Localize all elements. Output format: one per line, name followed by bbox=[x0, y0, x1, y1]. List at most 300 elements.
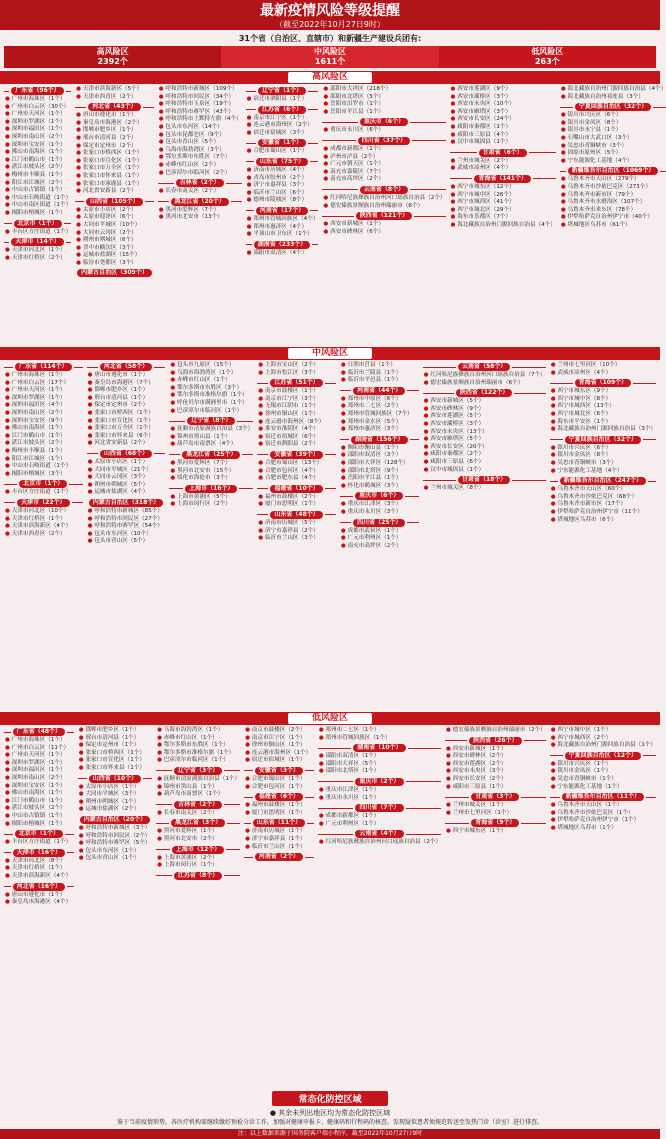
risk-area-item: ● 西安市灞桥区（3个） bbox=[451, 94, 556, 102]
risk-area-item: ● 邵阳市大祥区（128个） bbox=[341, 460, 419, 468]
risk-area-item: ● 武威市凉州区（4个） bbox=[551, 370, 656, 378]
province-block bbox=[246, 106, 319, 138]
province-name: 陕西省（26个） bbox=[469, 737, 521, 745]
province-header bbox=[87, 499, 166, 507]
province-header bbox=[257, 379, 336, 387]
risk-area-item: ● 天津市河北区（10个） bbox=[5, 508, 83, 516]
province-header bbox=[158, 179, 242, 187]
region-column bbox=[4, 86, 71, 344]
low-risk-title: 低风险区 bbox=[288, 713, 372, 724]
province-block bbox=[550, 379, 656, 434]
province-block bbox=[560, 103, 666, 165]
risk-area-item: ● 海北藏族自治州祁连县（3个） bbox=[561, 94, 666, 102]
risk-area-item: ● 海北藏族自治州门源回族自治县（4个） bbox=[451, 222, 556, 230]
province-block bbox=[257, 485, 336, 509]
province-name: 河北省（43个） bbox=[88, 103, 140, 111]
risk-area-item: ● 淮安市淮阴区（4个） bbox=[258, 426, 336, 434]
risk-area-item: ● 赤峰市红山区（1个） bbox=[157, 735, 240, 743]
province-name: 甘肃省（3个） bbox=[471, 793, 519, 801]
risk-area-item: ● 西宁市城西区（13个） bbox=[551, 403, 656, 411]
province-name: 安徽省（1个） bbox=[258, 139, 306, 147]
risk-area-item: ● 乌鲁木齐市新市区（79个） bbox=[561, 192, 666, 200]
risk-area-item: ● 巴彦淖尔市临河区（2个） bbox=[159, 170, 242, 178]
risk-area-item: ● 怀化市鹤城区（3个） bbox=[341, 483, 419, 491]
risk-area-item: ● 合肥市蜀山区（13个） bbox=[258, 460, 336, 468]
province-name: 河北省（16个） bbox=[13, 883, 65, 891]
province-header bbox=[87, 363, 166, 371]
risk-area-item: ● 西宁市城北区（6个） bbox=[551, 411, 656, 419]
province-header bbox=[244, 853, 314, 861]
province-name: 天津市（16个） bbox=[13, 849, 65, 857]
risk-area-item: ● 汉中市城固县（1个） bbox=[451, 139, 556, 147]
risk-area-item: ● 张家口市怀来县（1个） bbox=[76, 173, 154, 181]
risk-area-item: ● 中山市石岐街道（1个） bbox=[5, 195, 71, 203]
risk-area-item: ● 张家口市桥西区（1个） bbox=[88, 410, 166, 418]
risk-area-item: ● 保定市定州市（1个） bbox=[79, 742, 152, 750]
province-name: 吉林省（2个） bbox=[174, 801, 222, 809]
province-block bbox=[322, 212, 445, 236]
province-name: 青海省（141个） bbox=[474, 175, 531, 183]
province-header bbox=[450, 149, 556, 157]
risk-area-item: ● 张家口市万全区（1个） bbox=[88, 425, 166, 433]
province-block bbox=[4, 363, 83, 478]
risk-area-item: ● 德州市陵城区（8个） bbox=[247, 197, 319, 205]
high-risk-section bbox=[0, 86, 666, 344]
risk-area-item: ● 天津市红桥区（1个） bbox=[5, 865, 74, 873]
risk-area-item: ● 天津市滨海新区（5个） bbox=[76, 86, 154, 94]
risk-area-item: ● 南京市鼓楼区（1个） bbox=[258, 388, 336, 396]
risk-area-item: ● 邵阳市双清区（4个） bbox=[247, 250, 319, 258]
risk-area-item: ● 佛山市南海区（1个） bbox=[5, 790, 74, 798]
stat-mid-label: 中风险区 bbox=[313, 47, 346, 56]
province-name: 河南省（44个） bbox=[353, 387, 405, 395]
risk-area-item: ● 深圳市南山区（2个） bbox=[5, 134, 71, 142]
risk-area-item: ● 徐州市铜山区（1个） bbox=[245, 742, 314, 750]
province-block bbox=[322, 186, 445, 210]
risk-area-item: ● 鄂尔多斯市准格尔旗（1个） bbox=[170, 392, 253, 400]
province-name: 辽宁省（8个） bbox=[187, 417, 235, 425]
risk-area-item: ● 岳阳市平江县（1个） bbox=[341, 475, 419, 483]
risk-area-item: ● 邯郸市肥乡区（1个） bbox=[76, 127, 154, 135]
region-column bbox=[322, 86, 445, 344]
risk-area-item: ● 太原市小店区（2个） bbox=[76, 207, 154, 215]
province-name: 宁夏回族自治区（32个） bbox=[575, 103, 651, 111]
province-block bbox=[450, 149, 556, 173]
risk-area-item: ● 合肥市包河区（1个） bbox=[245, 784, 314, 792]
province-header bbox=[340, 519, 419, 527]
province-name: 重庆市（2个） bbox=[355, 778, 403, 786]
province-block bbox=[4, 883, 74, 907]
province-header bbox=[423, 476, 546, 484]
risk-area-item: ● 深圳市罗湖区（1个） bbox=[5, 395, 83, 403]
risk-area-item: ● 鄂尔多斯市东胜区（1个） bbox=[157, 742, 240, 750]
risk-area-item: ● 乌鲁木齐市天山区（60个） bbox=[551, 486, 656, 494]
province-name: 湖南省（10个） bbox=[353, 744, 405, 752]
province-block bbox=[322, 137, 445, 184]
risk-area-item: ● 包头市东河区（14个） bbox=[159, 124, 242, 132]
risk-area-item: ● 邯郸市肥乡区（1个） bbox=[88, 387, 166, 395]
risk-area-item: ● 郑州市中原区（6个） bbox=[341, 396, 419, 404]
province-name: 湖南省（156个） bbox=[351, 436, 408, 444]
risk-area-item: ● 呼和浩特市新城区（109个） bbox=[159, 86, 242, 94]
province-name: 广东省（114个） bbox=[15, 363, 72, 371]
risk-area-item: ● 咸阳市秦都区（1个） bbox=[451, 124, 556, 132]
province-header bbox=[87, 450, 166, 458]
risk-area-item: ● 塔城地区乌苏市（61个） bbox=[561, 222, 666, 230]
risk-area-item: ● 西宁市城北区（29个） bbox=[451, 207, 556, 215]
header bbox=[0, 0, 660, 30]
province-header bbox=[257, 451, 336, 459]
risk-area-item: ● 宁东能源化工基地（4个） bbox=[561, 158, 666, 166]
province-block bbox=[158, 179, 242, 196]
risk-area-item: ● 广州市天河区（1个） bbox=[5, 387, 83, 395]
stat-mid bbox=[221, 46, 438, 68]
risk-area-item: ● 衡阳市衡山县（1个） bbox=[341, 445, 419, 453]
stat-low bbox=[439, 46, 656, 68]
province-header bbox=[322, 186, 445, 194]
province-block bbox=[4, 499, 83, 538]
province-name: 甘肃省（6个） bbox=[479, 149, 527, 157]
province-name: 宁夏回族自治区（32个） bbox=[565, 436, 641, 444]
risk-area-item: ● 锦州市黑山县（1个） bbox=[170, 434, 253, 442]
province-block bbox=[4, 480, 83, 497]
region-column bbox=[450, 86, 556, 344]
risk-area-item: ● 包头市青山区（5个） bbox=[159, 139, 242, 147]
risk-area-item: ● 咸阳市秦都区（2个） bbox=[424, 451, 546, 459]
low-risk-section bbox=[0, 727, 660, 1083]
risk-area-item: ● 张家口市桥西区（1个） bbox=[79, 750, 152, 758]
risk-area-item: ● 海东市平安区（1个） bbox=[551, 419, 656, 427]
mid-risk-section bbox=[0, 362, 660, 709]
risk-area-item: ● 济南市历城区（1个） bbox=[245, 828, 314, 836]
province-name: 云南省（4个） bbox=[355, 830, 403, 838]
risk-area-item: ● 宿迁市泗阳县（2个） bbox=[258, 441, 336, 449]
risk-area-item: ● 乌海市海勃湾区（1个） bbox=[157, 727, 240, 735]
province-header bbox=[550, 752, 656, 760]
province-header bbox=[75, 103, 154, 111]
risk-area-item: ● 朔州市朔城区（5个） bbox=[88, 482, 166, 490]
risk-area-item: ● 固原市原州区（5个） bbox=[561, 150, 666, 158]
risk-area-item: ● 张家口市宣化区（1个） bbox=[76, 158, 154, 166]
risk-area-item: ● 邢台市清河县（2个） bbox=[76, 135, 154, 143]
risk-area-item: ● 伊犁哈萨克自治州伊宁市（40个） bbox=[561, 214, 666, 222]
region-column bbox=[550, 727, 656, 1083]
summary-text: 31个省（自治区、直辖市）和新疆生产建设兵团有: bbox=[238, 34, 422, 43]
risk-area-item: ● 连云港市海州区（2个） bbox=[247, 122, 319, 130]
province-block bbox=[244, 853, 314, 861]
risk-area-item: ● 天津市滨海新区（4个） bbox=[5, 523, 83, 531]
risk-area-item: ● 济南市历城区（5个） bbox=[258, 520, 336, 528]
page-title: 最新疫情风险等级提醒 bbox=[260, 3, 400, 19]
risk-area-item: ● 宿迁市宿城区（6个） bbox=[258, 434, 336, 442]
risk-area-item: ● 南充市高坪区（2个） bbox=[341, 543, 419, 551]
province-name: 四川省（37个） bbox=[358, 137, 410, 145]
risk-area-item: ● 西安市雁塔区（3个） bbox=[451, 109, 556, 117]
risk-area-item: ● 邵阳市大祥区（5个） bbox=[319, 761, 441, 769]
stat-mid-count: 1611个 bbox=[314, 57, 346, 66]
risk-area-item: ● 鄂尔多斯市东胜区（3个） bbox=[170, 385, 253, 393]
risk-area-item: ● 泸州市泸县（2个） bbox=[323, 154, 445, 162]
province-block bbox=[4, 220, 71, 237]
risk-area-item: ● 吴忠市青铜峡市（1个） bbox=[551, 776, 656, 784]
risk-area-item: ● 西宁市城东区（9个） bbox=[551, 388, 656, 396]
risk-area-item: ● 长春市南关区（2个） bbox=[159, 188, 242, 196]
risk-area-item: ● 揭阳市榕城区（3个） bbox=[5, 471, 83, 479]
province-block bbox=[169, 362, 253, 415]
risk-area-item: ● 天津市西青区（2个） bbox=[76, 94, 154, 102]
province-header bbox=[78, 816, 152, 824]
risk-area-item: ● 抚顺市清原满族自治县（1个） bbox=[157, 776, 240, 784]
province-header bbox=[244, 767, 314, 775]
province-name: 福建省（10个） bbox=[270, 485, 322, 493]
risk-area-item: ● 岳阳市汨罗市（1个） bbox=[323, 101, 445, 109]
province-block bbox=[445, 727, 546, 735]
risk-area-item: ● 深圳市福田区（4个） bbox=[5, 402, 83, 410]
region-column bbox=[257, 362, 336, 709]
risk-area-item: ● 邢台市清河县（1个） bbox=[88, 395, 166, 403]
risk-area-item: ● 南京市江宁区（3个） bbox=[258, 396, 336, 404]
risk-area-item: ● 太原市迎泽区（6个） bbox=[76, 214, 154, 222]
risk-area-item: ● 上海市黄浦区（2个） bbox=[157, 855, 240, 863]
risk-area-item: ● 广元市朝天区（1个） bbox=[323, 161, 445, 169]
risk-area-item: ● 呼和浩特市回民区（34个） bbox=[159, 94, 242, 102]
province-header bbox=[318, 744, 441, 752]
risk-area-item: ● 乌鲁木齐市沙依巴克区（68个） bbox=[551, 494, 656, 502]
risk-area-item: ● 唐山市遵化市（1个） bbox=[5, 892, 74, 900]
risk-area-item: ● 丰台区方庄街道（1个） bbox=[5, 489, 83, 497]
risk-area-item: ● 深圳市宝安区（1个） bbox=[5, 142, 71, 150]
risk-area-item: ● 邢台市清河县（1个） bbox=[79, 735, 152, 743]
province-block bbox=[423, 389, 546, 474]
province-header bbox=[550, 793, 656, 801]
province-block bbox=[4, 728, 74, 828]
province-block bbox=[450, 175, 556, 230]
risk-area-item: ● 河北省安新县（2个） bbox=[88, 440, 166, 448]
province-block bbox=[550, 477, 656, 524]
province-name: 甘肃省（18个） bbox=[458, 476, 510, 484]
high-risk-title: 高风险区 bbox=[288, 72, 372, 83]
region-column bbox=[340, 362, 419, 709]
province-name: 吉林省（2个） bbox=[176, 179, 224, 187]
risk-area-item: ● 合肥市蜀山区（1个） bbox=[247, 148, 319, 156]
risk-area-item: ● 红河哈尼族彝族自治州河口瑶族自治县（2个） bbox=[319, 839, 441, 847]
province-header bbox=[169, 417, 253, 425]
risk-area-item: ● 张家口市万全区（1个） bbox=[76, 165, 154, 173]
risk-area-item: ● 深圳市罗湖区（1个） bbox=[5, 760, 74, 768]
risk-area-item: ● 黑河市爱辉区（7个） bbox=[170, 460, 253, 468]
risk-area-item: ● 邵阳市大祥区（218个） bbox=[323, 86, 445, 94]
province-block bbox=[340, 387, 419, 434]
province-block bbox=[156, 872, 240, 880]
risk-area-item: ● 济宁市嘉祥县（3个） bbox=[247, 182, 319, 190]
province-block bbox=[246, 139, 319, 156]
risk-area-item: ● 连云港市海州区（1个） bbox=[245, 750, 314, 758]
risk-area-item: ● 西宁市城中区（1个） bbox=[551, 727, 656, 735]
risk-area-item: ● 上海市宝山区（2个） bbox=[258, 362, 336, 370]
risk-area-item: ● 合肥市蜀山区（1个） bbox=[245, 776, 314, 784]
risk-area-item: ● 河北省安新县（2个） bbox=[76, 188, 154, 196]
risk-area-item: ● 梅州市丰顺县（1个） bbox=[5, 448, 83, 456]
province-name: 辽宁省（3个） bbox=[174, 767, 222, 775]
stat-low-label: 低风险区 bbox=[531, 47, 564, 56]
risk-area-item: ● 天津市河北区（8个） bbox=[5, 858, 74, 866]
risk-area-item: ● 红河哈尼族彝族自治州河口瑶族自治县（2个） bbox=[323, 195, 445, 203]
low-risk-banner bbox=[0, 712, 660, 725]
province-header bbox=[322, 212, 445, 220]
risk-area-item: ● 成都市武侯区（1个） bbox=[341, 528, 419, 536]
province-name: 广东省（48个） bbox=[13, 728, 65, 736]
province-header bbox=[4, 363, 83, 371]
province-name: 河北省（58个） bbox=[100, 363, 152, 371]
province-block bbox=[169, 485, 253, 509]
risk-area-item: ● 中山市古镇镇（1个） bbox=[5, 813, 74, 821]
risk-area-item: ● 宿迁市宿城区（3个） bbox=[247, 130, 319, 138]
risk-area-item: ● 银川市永宁县（1个） bbox=[561, 127, 666, 135]
risk-area-item: ● 乌海市海勃湾区（1个） bbox=[170, 370, 253, 378]
province-block bbox=[4, 830, 74, 847]
province-name: 山东省（75个） bbox=[256, 158, 308, 166]
province-header bbox=[156, 872, 240, 880]
province-block bbox=[158, 86, 242, 177]
province-header bbox=[318, 804, 441, 812]
risk-area-item: ● 广州市白云区（17个） bbox=[5, 380, 83, 388]
province-header bbox=[550, 379, 656, 387]
province-header bbox=[244, 793, 314, 801]
page-subtitle: （截至2022年10月27日9时） bbox=[275, 20, 385, 29]
province-block bbox=[244, 793, 314, 817]
province-block bbox=[257, 451, 336, 483]
risk-area-item: ● 西安市莲湖区（5个） bbox=[424, 413, 546, 421]
province-block bbox=[78, 816, 152, 863]
risk-area-item: ● 厦门市思明区（1个） bbox=[258, 501, 336, 509]
province-block bbox=[423, 363, 546, 387]
province-header bbox=[423, 389, 546, 397]
risk-area-item: ● 西宁市城中区（26个） bbox=[451, 192, 556, 200]
province-header bbox=[4, 499, 83, 507]
risk-area-item: ● 广元市利州区（1个） bbox=[319, 821, 441, 829]
province-name: 北京市（1个） bbox=[19, 480, 67, 488]
risk-area-item: ● 塔城地区乌苏市（6个） bbox=[551, 517, 656, 525]
province-name: 江苏省（6个） bbox=[258, 106, 306, 114]
province-block bbox=[318, 830, 441, 847]
risk-area-item: ● 咸阳市三原县（6个） bbox=[424, 459, 546, 467]
province-block bbox=[87, 363, 166, 448]
province-name: 内蒙古自治区（20个） bbox=[80, 816, 150, 824]
stat-low-count: 263个 bbox=[534, 57, 560, 66]
province-block bbox=[560, 167, 666, 229]
province-header bbox=[560, 103, 666, 111]
normal-control-title: 常态化防控区域 bbox=[272, 1091, 387, 1106]
risk-area-item: ● 广州市天河区（1个） bbox=[5, 752, 74, 760]
province-header bbox=[156, 819, 240, 827]
risk-area-item: ● 张家口市怀来县（6个） bbox=[88, 433, 166, 441]
province-header bbox=[4, 883, 74, 891]
risk-area-item: ● 佛山市南海区（1个） bbox=[5, 149, 71, 157]
risk-area-item: ● 郑州市惠济区（3个） bbox=[341, 426, 419, 434]
risk-area-item: ● 长春市南关区（2个） bbox=[157, 810, 240, 818]
risk-area-item: ● 呼和浩特市玉泉区（19个） bbox=[159, 101, 242, 109]
risk-area-item: ● 银川市兴庆区（6个） bbox=[551, 445, 656, 453]
province-name: 云南省（58个） bbox=[458, 363, 510, 371]
risk-area-item: ● 张家口市桥西区（1个） bbox=[76, 150, 154, 158]
risk-area-item: ● 武威市凉州区（4个） bbox=[451, 165, 556, 173]
region-column bbox=[87, 362, 166, 709]
risk-area-item: ● 西安市莲湖区（2个） bbox=[446, 761, 546, 769]
province-header bbox=[4, 238, 71, 246]
province-name: 福建省（6个） bbox=[255, 793, 303, 801]
risk-area-item: ● 秦皇岛市海港区（4个） bbox=[5, 899, 74, 907]
risk-area-item: ● 湛江市坡头区（2个） bbox=[5, 164, 71, 172]
province-header bbox=[560, 167, 666, 175]
province-block bbox=[340, 362, 419, 385]
normal-control-area bbox=[4, 1087, 656, 1117]
risk-area-item: ● 成都市新都区（1个） bbox=[323, 146, 445, 154]
province-block bbox=[169, 417, 253, 449]
province-name: 安徽省（3个） bbox=[255, 767, 303, 775]
risk-area-item: ● 丰台区方庄街道（1个） bbox=[5, 229, 71, 237]
risk-area-item: ● 呼和浩特市土默特左旗（4个） bbox=[159, 116, 242, 124]
province-name: 河南省（17个） bbox=[256, 207, 308, 215]
province-name: 江苏省（51个） bbox=[270, 379, 322, 387]
risk-area-item: ● 西安市碑林区（2个） bbox=[446, 753, 546, 761]
province-header bbox=[423, 363, 546, 371]
province-name: 江苏省（8个） bbox=[174, 872, 222, 880]
risk-area-item: ● 厦门市思明区（1个） bbox=[245, 810, 314, 818]
risk-area-item: ● 宁东能源化工基地（1个） bbox=[551, 784, 656, 792]
province-block bbox=[246, 158, 319, 205]
risk-area-item: ● 银川市金凤区（8个） bbox=[551, 452, 656, 460]
risk-area-item: ● 乌鲁木齐市水磨沟区（107个） bbox=[561, 199, 666, 207]
risk-area-item: ● 西安市新城区（1个） bbox=[446, 746, 546, 754]
risk-area-item: ● 阳江市江城区（1个） bbox=[5, 456, 83, 464]
risk-area-item: ● 张家口市宣化区（1个） bbox=[79, 757, 152, 765]
risk-area-item: ● 大同市平城区（10个） bbox=[76, 222, 154, 230]
risk-area-item: ● 太原市小店区（1个） bbox=[88, 459, 166, 467]
stat-high-label: 高风险区 bbox=[96, 47, 129, 56]
risk-area-item: ● 青岛市胶州市（2个） bbox=[247, 175, 319, 183]
risk-area-item: ● 呼和浩特市新城区（3个） bbox=[79, 825, 152, 833]
risk-area-item: ● 乌鲁木齐市新市区（17个） bbox=[551, 501, 656, 509]
risk-area-item: ● 大同市云冈区（3个） bbox=[88, 474, 166, 482]
risk-area-item: ● 成都市新都区（1个） bbox=[319, 813, 441, 821]
risk-area-item: ● 邯郸市肥乡区（1个） bbox=[79, 727, 152, 735]
risk-area-item: ● 兰州市七里河区（10个） bbox=[551, 362, 656, 370]
risk-area-item: ● 黑河市爱辉区（1个） bbox=[157, 828, 240, 836]
risk-area-item: ● 邵阳市双清区（1个） bbox=[319, 753, 441, 761]
risk-area-item: ● 保定市定州市（2个） bbox=[76, 143, 154, 151]
risk-area-item: ● 黑河市北安市（13个） bbox=[159, 214, 242, 222]
risk-area-item: ● 郑州市管城回族区（7个） bbox=[341, 411, 419, 419]
risk-area-item: ● 广州市海珠区（1个） bbox=[5, 737, 74, 745]
risk-area-item: ● 重庆市永川区（3个） bbox=[341, 509, 419, 517]
province-name: 山西省（68个） bbox=[100, 450, 152, 458]
risk-area-item: ● 呼伦贝尔市满洲里市（1个） bbox=[170, 400, 253, 408]
province-block bbox=[550, 362, 656, 377]
province-block bbox=[75, 86, 154, 101]
province-header bbox=[340, 436, 419, 444]
province-block bbox=[87, 499, 166, 546]
region-column bbox=[4, 727, 74, 1083]
risk-area-item: ● 巴彦淖尔市临河区（1个） bbox=[157, 757, 240, 765]
province-block bbox=[169, 451, 253, 483]
province-block bbox=[550, 793, 656, 832]
province-name: 山东省（48个） bbox=[270, 511, 322, 519]
province-block bbox=[4, 849, 74, 881]
risk-area-item: ● 江门市鹤山市（1个） bbox=[5, 157, 71, 165]
risk-area-item: ● 阳江市江城区（2个） bbox=[5, 180, 71, 188]
risk-area-item: ● 湛江市坡头区（2个） bbox=[5, 805, 74, 813]
risk-area-item: ● 西安市莲湖区（9个） bbox=[451, 86, 556, 94]
